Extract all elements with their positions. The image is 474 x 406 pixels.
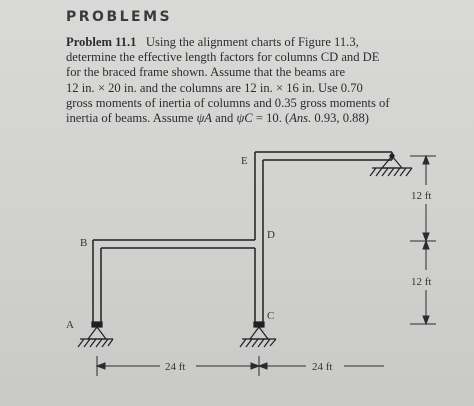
psi-a: ψA — [196, 111, 212, 126]
problem-line-5: gross moments of inertia of columns and 0.35 gross moments of — [66, 95, 390, 110]
beam-e — [255, 152, 392, 160]
problem-line-4: 12 in. × 20 in. and the columns are 12 in. × 16 in. Use 0.70 — [66, 80, 363, 95]
problem-text-1: Using the alignment charts of Figure 11.3, — [145, 35, 359, 49]
dim-label-right-bay: 24 ft — [312, 361, 333, 373]
problem-number: Problem 11.1 — [66, 35, 137, 49]
answer-label: Ans. — [289, 111, 312, 126]
problem-line-2: determine the effective length factors for columns CD and DE — [66, 50, 380, 65]
joint-label-d: D — [267, 229, 275, 241]
dim-label-upper-story: 12 ft — [411, 190, 432, 202]
section-heading: PROBLEMS — [66, 9, 173, 25]
problem-text-6: inertia of beams. Assume — [66, 111, 197, 126]
joint-label-c: C — [267, 310, 275, 322]
frame-members — [93, 152, 392, 322]
dim-label-left-bay: 24 ft — [165, 361, 186, 373]
joint-label-e: E — [241, 155, 248, 167]
pin-support-a — [78, 322, 113, 347]
joint-label-a: A — [66, 319, 74, 331]
pin-support-c — [240, 322, 276, 347]
column-ab — [93, 240, 101, 322]
beam-bd — [93, 240, 255, 248]
horizontal-dimensions — [97, 356, 384, 376]
joint-label-b: B — [80, 237, 88, 249]
and-text: and — [211, 111, 237, 126]
pin-support-top-right — [370, 154, 412, 176]
vertical-dimensions — [410, 156, 436, 324]
psi-c: ψC — [236, 111, 253, 126]
answer-values: 0.93, 0.88) — [311, 111, 369, 126]
assign-text: = 10. ( — [252, 111, 290, 126]
problem-line-3: for the braced frame shown. Assume that the beams are — [66, 65, 346, 80]
dim-label-lower-story: 12 ft — [411, 276, 432, 288]
